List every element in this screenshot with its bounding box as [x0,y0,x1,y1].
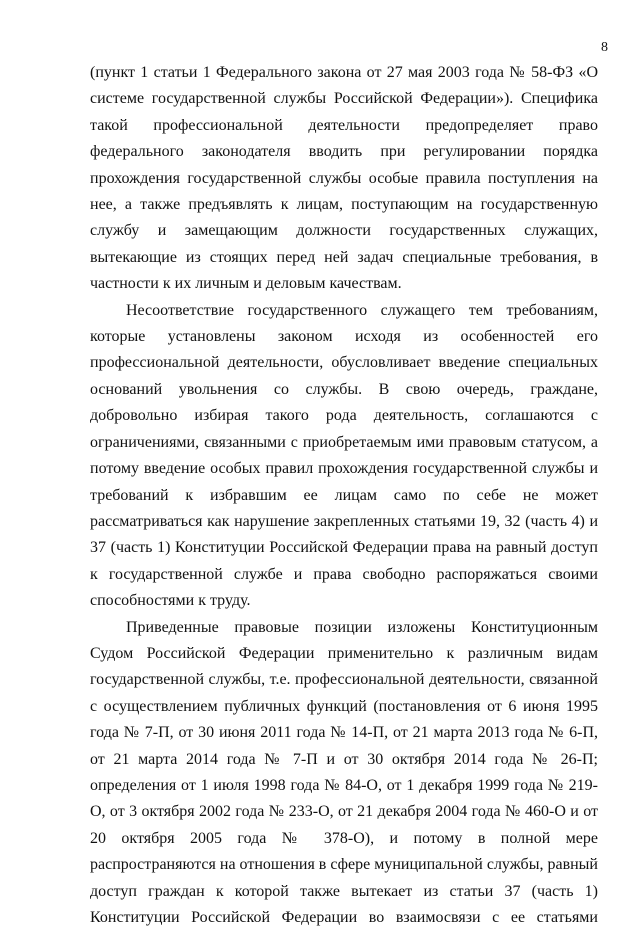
paragraph-1: (пункт 1 статьи 1 Федерального закона от 27 мая 2003 года № 58-ФЗ «О системе государственной службы Российской Федерации»). Специфика такой профессиональной деятельности предопределяет право федерального законодателя вводить при регулировании порядка прохождения государственной службы особые правила поступления на нее, а также предъявлять к лицам, поступающим на государственную службу и замещающим должности государственных служащих, вытекающие из стоящих перед ней задач специальные требования, в частности к их личным и деловым качествам. [90,64,598,293]
document-body [90,60,598,931]
page-number: 8 [601,40,608,55]
paragraph-3: Приведенные правовые позиции изложены Конституционным Судом Российской Федерации применительно к различным видам государственной службы, т.е. профессиональной деятельности, связанной с осуществлением публичных функций (постановления от 6 июня 1995 года № 7-П, от 30 июня 2011 года № 14-П, от 21 марта 2013 года № 6-П, от 21 марта 2014 года № 7-П и от 30 октября 2014 года № 26-П; определения от 1 июля 1998 года № 84-О, от 1 декабря 1999 года № 219-О, от 3 октября 2002 года № 233-О, от 21 декабря 2004 года № 460-О и от 20 октября 2005 года № 378-О), и потому в полной мере распространяются на отношения в сфере муниципальной службы, равный доступ граждан к которой также вытекает из статьи 37 (часть 1) Конституции Российской Федерации во взаимосвязи с ее статьями [90,618,598,926]
paragraph-2: Несоответствие государственного служащего тем требованиям, которые установлены законом исходя из особенностей его профессиональной деятельности, обусловливает введение специальных оснований увольнения со службы. В свою очередь, граждане, добровольно избирая такого рода деятельность, соглашаются с ограничениями, связанными с приобретаемым ими правовым статусом, а потому введение особых правил прохождения государственной службы и требований к избравшим ее лицам само по себе не может рассматриваться как нарушение закрепленных статьями 19, 32 (часть 4) и 37 (часть 1) Конституции Российской Федерации права на равный доступ к государственной службе и права свободно распоряжаться своими способностями к труду. [90,301,598,610]
